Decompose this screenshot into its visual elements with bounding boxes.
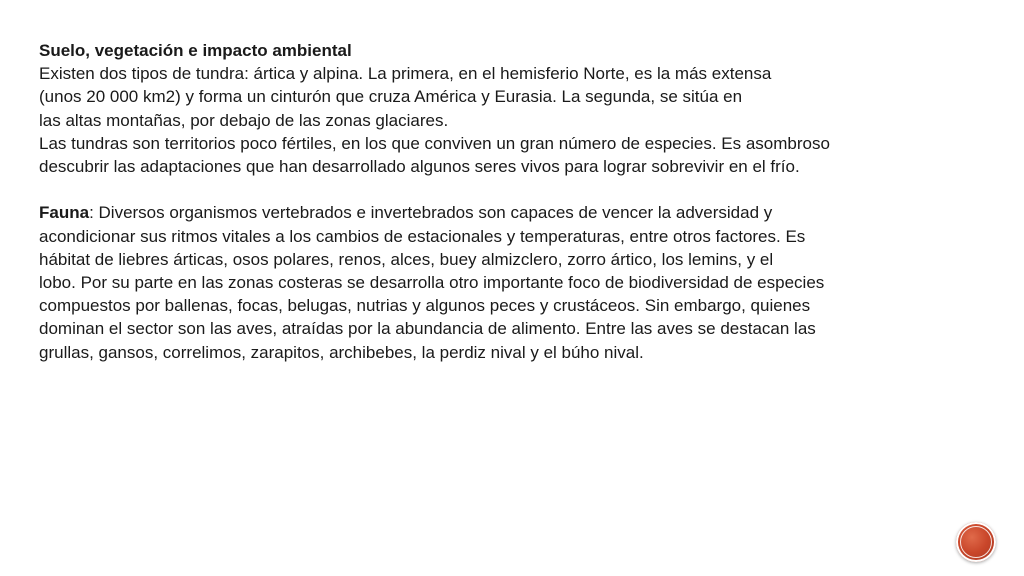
paragraph-fauna-line-7: grullas, gansos, correlimos, zarapitos, archibebes, la perdiz nival y el búho nival. — [39, 342, 644, 362]
paragraph-fertility-line-1: Las tundras son territorios poco fértiles, en los que conviven un gran número de especies. Es asombroso — [39, 133, 830, 153]
slide-number-badge-icon — [956, 522, 996, 562]
slide-heading: Suelo, vegetación e impacto ambiental — [39, 41, 352, 60]
paragraph-tundra-types-line-1: Existen dos tipos de tundra: ártica y alpina. La primera, en el hemisferio Norte, es la más extensa — [39, 64, 772, 84]
fauna-text-start: : Diversos organismos vertebrados e invertebrados son capaces de vencer la adversidad y — [89, 203, 773, 223]
paragraph-fauna-line-2: acondicionar sus ritmos vitales a los cambios de estacionales y temperaturas, entre otros factores. Es — [39, 226, 806, 246]
paragraph-fauna-line-6: dominan el sector son las aves, atraídas por la abundancia de alimento. Entre las aves se destacan las — [39, 319, 816, 339]
paragraph-fauna-line-4: lobo. Por su parte en las zonas costeras se desarrolla otro importante foco de biodiversidad de especies — [39, 273, 825, 293]
paragraph-fertility-line-2: descubrir las adaptaciones que han desarrollado algunos seres vivos para lograr sobrevivir en el frío. — [39, 157, 800, 177]
paragraph-fauna-line-1 — [39, 201, 999, 224]
paragraph-tundra-types-line-3: las altas montañas, por debajo de las zonas glaciares. — [39, 110, 449, 130]
paragraph-fauna-line-5: compuestos por ballenas, focas, belugas, nutrias y algunos peces y crustáceos. Sin embargo, quienes — [39, 296, 811, 316]
paragraph-tundra-types-line-2: (unos 20 000 km2) y forma un cinturón que cruza América y Eurasia. La segunda, se sitúa en — [39, 87, 743, 107]
fauna-label: Fauna — [39, 203, 90, 223]
blank-line — [39, 178, 999, 201]
slide-body — [39, 39, 999, 364]
paragraph-fauna-line-3: hábitat de liebres árticas, osos polares, renos, alces, buey almizclero, zorro ártico, los lemins, y el — [39, 249, 774, 269]
